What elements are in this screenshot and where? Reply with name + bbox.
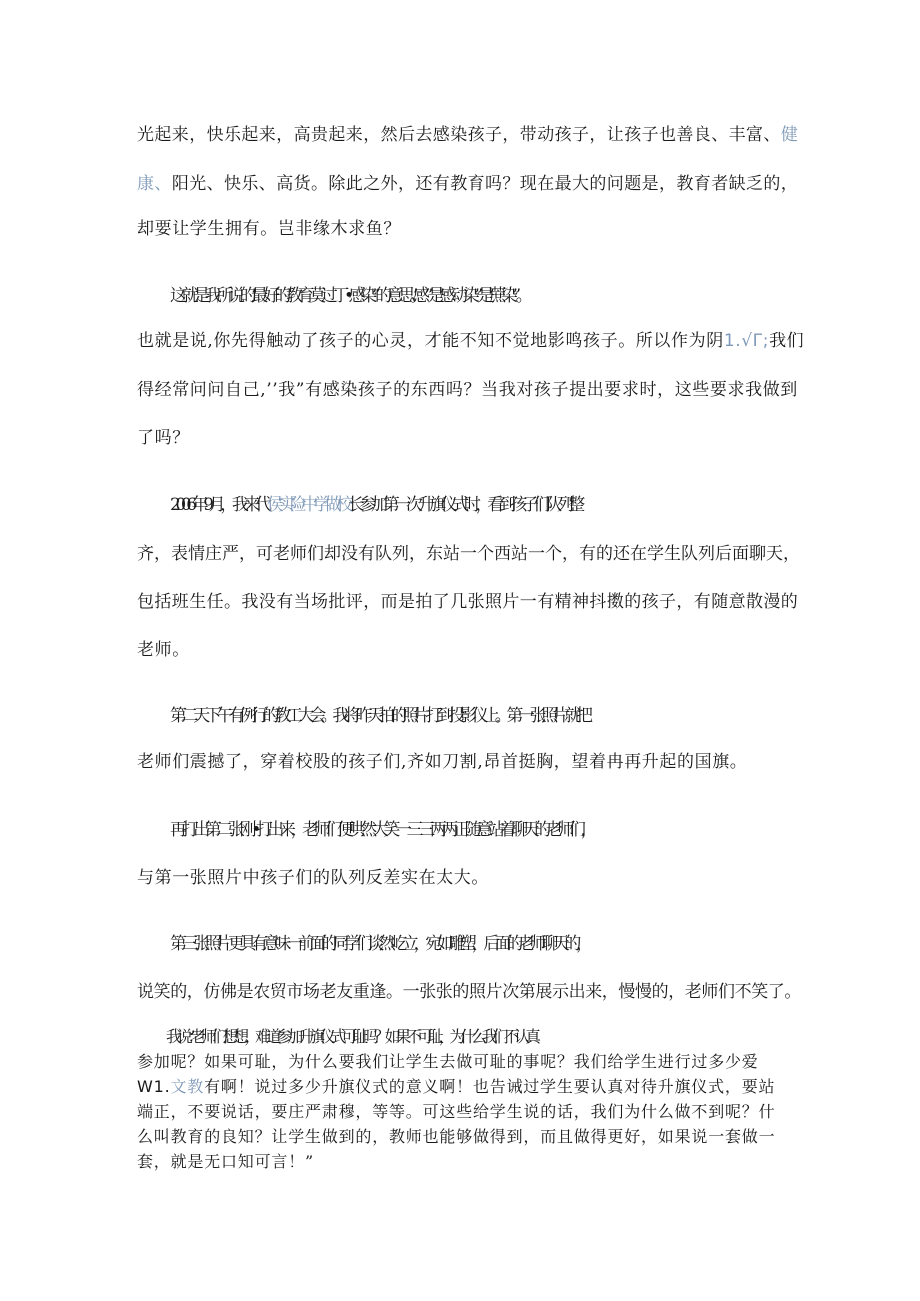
text-line (170, 494, 830, 516)
text-segment: 包括班生任。我没有当场批评，而是拍了几张照片一有精神抖擞的孩子，有随意散漫的 (137, 592, 799, 612)
text-segment: 也就是说,你先得触动了孩子的心灵，才能不知不觉地影鸣孩子。所以作为阴 (137, 331, 724, 351)
text-line (137, 330, 805, 352)
text-segment: 第三张照片更具有意味一前面的同学们谈然屹立，宛如雕塑，后面的老师聊天的， (170, 934, 588, 954)
text-line (137, 639, 797, 661)
text-segment: 2006年9月，我来代 (170, 495, 267, 515)
text-segment: 阳光、快乐、高货。除此之外，还有教育吗？现在最大的问题是，教育者缺乏的， (171, 174, 799, 194)
text-line (137, 751, 797, 773)
text-segment: 了吗？ (137, 428, 190, 448)
highlighted-text: 侯实险中学做校 (266, 495, 348, 515)
text-segment: 却要让学生拥有。岂非缘木求鱼？ (137, 219, 401, 239)
text-segment: 长参加第一次升旗仪式时，看到孩子们队列整 (347, 495, 580, 515)
text-line (137, 379, 797, 401)
highlighted-text: 1.√Γ; (723, 331, 770, 351)
text-segment: 第二天下午有例行的教工大会。我将昨天拍的照片打到投影仪上。第一张照片就把 (170, 706, 588, 726)
text-segment: 得经常问问自己,’’我”有感染孩子的东西吗？当我对孩子提出要求时，这些要求我做到 (137, 380, 798, 400)
highlighted-text: 健 (780, 125, 799, 145)
text-segment: 光起来，快乐起来，高贵起来，然后去感染孩子，带动孩子，让孩子也善良、丰富、 (137, 125, 781, 145)
text-segment: 齐，表情庄严，可老师们却没有队列，东站一个西站一个，有的还在学生队列后面聊天， (137, 544, 800, 564)
text-line (137, 1151, 797, 1173)
text-segment: 套，就是无口知可言！” (137, 1152, 314, 1171)
text-segment: 与第一张照片中孩子们的队列反差实在太大。 (137, 868, 489, 888)
text-line (137, 591, 797, 613)
highlighted-text: 文教 (170, 1077, 205, 1096)
text-line (137, 1076, 797, 1098)
text-segment: 有啊！说过多少升旗仪式的意义啊！也告诫过学生要认真对待升旗仪式，要站 (204, 1077, 776, 1096)
text-line (137, 1126, 797, 1148)
text-line (166, 1026, 826, 1048)
text-line (170, 705, 830, 727)
text-line (170, 933, 830, 955)
text-segment: 端正，不要说话，要庄严肃穆，等等。可这些给学生说的话，我们为什么做不到呢？什 (137, 1102, 776, 1121)
text-line (137, 981, 801, 1003)
text-line (137, 543, 800, 565)
text-line (137, 124, 797, 146)
text-line (137, 427, 797, 449)
highlighted-text: 康、 (137, 174, 172, 194)
text-segment: 老师们震撼了，穿着校股的孩子们,齐如刀割,昂首挺胸，望着冉再升起的国旗。 (137, 752, 748, 772)
text-line (137, 867, 797, 889)
text-line (137, 1101, 797, 1123)
text-segment: 老师。 (137, 640, 190, 660)
text-line (170, 819, 830, 841)
text-segment: 我说：’’老师们想想，难道参加升旗仪式可耻吗？如果不可耻，为什么我们不认真 (166, 1027, 536, 1046)
text-line (137, 1051, 797, 1073)
text-segment: 这就是我所说的’’最好的教育莫过丁•感染”的意思。’’感”是’’感动染”是’’蔗染”。 (170, 286, 528, 306)
text-segment: 我们 (769, 331, 805, 351)
text-segment: W1. (137, 1077, 171, 1096)
text-segment: 么叫教育的良知？让学生做到的，教师也能够做得到，而且做得更好，如果说一套做一 (137, 1127, 776, 1146)
text-segment: 再打出第二张刚•打出来，老师们便哄然大笑一三三两两正随意站着聊天的老师们， (170, 820, 593, 840)
text-segment: 参加呢？如果可耻，为什么要我们让学生去做可耻的事呢？我们给学生进行过多少爱 (137, 1052, 759, 1071)
text-line (170, 285, 830, 307)
text-segment: 说笑的，仿佛是农贸市场老友重逢。一张张的照片次第展示出来，慢慢的，老师们不笑了。 (137, 982, 801, 1002)
text-line (137, 218, 797, 240)
text-line (137, 173, 797, 195)
